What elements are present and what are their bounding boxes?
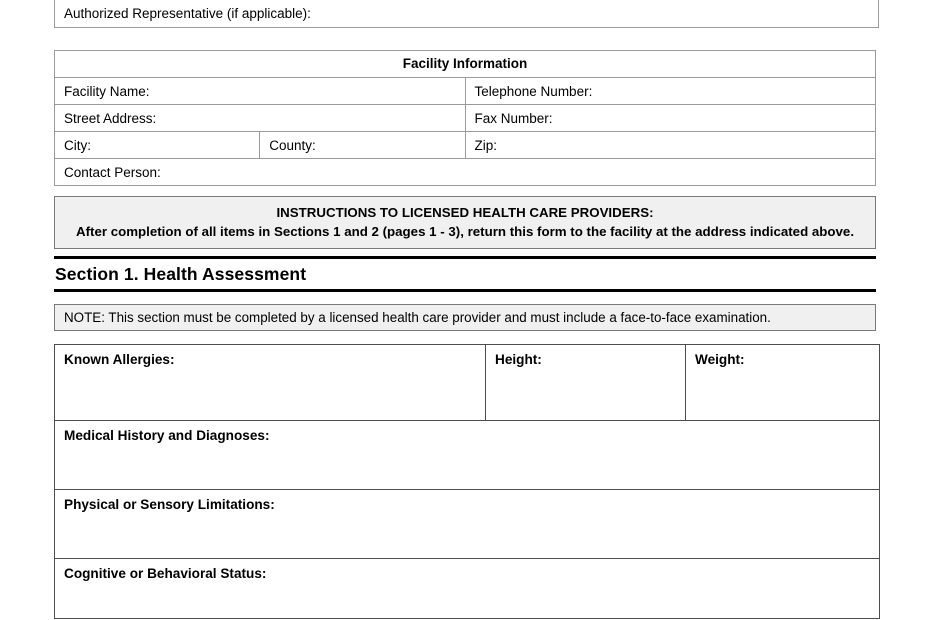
section-1-title: Section 1. Health Assessment	[55, 264, 307, 284]
height-label: Height:	[495, 352, 542, 367]
table-row-allergies-height-weight	[55, 345, 880, 421]
weight-cell[interactable]	[686, 345, 880, 421]
table-row-medical-history	[55, 421, 880, 490]
instructions-box	[54, 196, 876, 249]
facility-information-table	[54, 50, 876, 186]
telephone-number-cell[interactable]	[465, 78, 876, 105]
section-1-heading	[54, 256, 876, 292]
street-address-cell[interactable]	[55, 105, 466, 132]
physical-limitations-label: Physical or Sensory Limitations:	[64, 497, 275, 512]
authorized-representative-cell[interactable]	[55, 0, 879, 28]
contact-person-cell[interactable]	[55, 159, 876, 186]
facility-header-row	[55, 51, 876, 78]
city-label: City:	[64, 138, 91, 153]
county-cell[interactable]	[260, 132, 465, 159]
county-label: County:	[269, 138, 316, 153]
instructions-body: After completion of all items in Sections 1 and 2 (pages 1 - 3), return this form to the facility at the address indicated above.	[75, 224, 855, 239]
table-row-city-county-zip	[55, 132, 876, 159]
authorized-representative-label: Authorized Representative (if applicable):	[64, 6, 311, 21]
section-rule-bottom	[54, 289, 876, 292]
section-note-box	[54, 304, 876, 331]
facility-information-header: Facility Information	[55, 51, 876, 78]
table-row-cognitive-status	[55, 559, 880, 619]
table-row-street-address	[55, 105, 876, 132]
medical-history-cell[interactable]	[55, 421, 880, 490]
fax-number-cell[interactable]	[465, 105, 876, 132]
table-row-facility-name	[55, 78, 876, 105]
fax-number-label: Fax Number:	[474, 111, 553, 126]
telephone-number-label: Telephone Number:	[474, 84, 593, 99]
section-note-text: NOTE: This section must be completed by a licensed health care provider and must include a face-to-face examination.	[64, 310, 771, 325]
known-allergies-label: Known Allergies:	[64, 352, 175, 367]
cognitive-status-label: Cognitive or Behavioral Status:	[64, 566, 267, 581]
zip-cell[interactable]	[465, 132, 876, 159]
facility-name-label: Facility Name:	[64, 84, 150, 99]
top-partial-table	[54, 0, 879, 28]
street-address-label: Street Address:	[64, 111, 157, 126]
cognitive-status-cell[interactable]	[55, 559, 880, 619]
table-row-authorized-representative	[55, 0, 879, 28]
city-cell[interactable]	[55, 132, 260, 159]
table-row-contact-person	[55, 159, 876, 186]
health-assessment-table	[54, 344, 880, 619]
instructions-heading: INSTRUCTIONS TO LICENSED HEALTH CARE PROVIDERS:	[276, 205, 654, 220]
weight-label: Weight:	[695, 352, 745, 367]
table-row-physical-limitations	[55, 490, 880, 559]
known-allergies-cell[interactable]	[55, 345, 486, 421]
height-cell[interactable]	[486, 345, 686, 421]
zip-label: Zip:	[474, 138, 498, 153]
facility-name-cell[interactable]	[55, 78, 466, 105]
physical-limitations-cell[interactable]	[55, 490, 880, 559]
contact-person-label: Contact Person:	[64, 165, 161, 180]
medical-history-label: Medical History and Diagnoses:	[64, 428, 270, 443]
